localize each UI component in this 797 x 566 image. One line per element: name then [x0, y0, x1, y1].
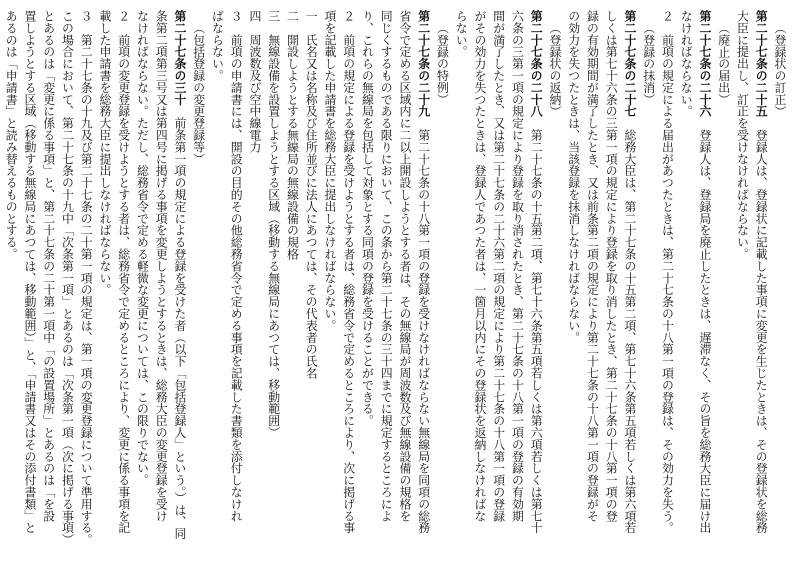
text-line [2, 10, 21, 558]
line-text: ２ 前項の変更登録を受けようとする者は、総務省令で定めるところにより、変更に係る事項を記 [116, 10, 131, 534]
text-line [508, 10, 527, 558]
line-text: （廃止の届出） [716, 21, 731, 106]
line-text: （登録の抹消） [641, 21, 656, 106]
line-text: 項を記載した申請書を総務大臣に提出しなければならない。 [323, 10, 337, 332]
line-text: 第二十七条の十五第二項、第七十六条第五項若しくは第六項若しくは第七十 [529, 117, 544, 534]
article-heading: 第二十七条の二十九 [416, 10, 431, 118]
text-line [208, 10, 227, 558]
text-line [58, 10, 77, 558]
line-text: 四 周波数及び空中線電力 [248, 10, 262, 153]
text-line [677, 10, 696, 558]
text-line [189, 10, 208, 558]
line-text: 省令で定める区域内に二以上開設しようとする者は、その無線局が周波数及び無線設備の規格を [398, 10, 412, 522]
line-text: ３ 前項の申請書には、開設の目的その他総務省令で定める事項を記載した書類を添付しなけれ [229, 10, 244, 522]
text-line [602, 10, 621, 558]
text-line [527, 10, 546, 558]
text-line [583, 10, 602, 558]
line-text: ２ 前項の規定による届出があつたときは、第二十七条の十八第一項の登録は、その効力を失う。 [660, 10, 675, 534]
line-text: （登録の特例） [435, 21, 450, 106]
text-line [433, 10, 452, 558]
line-text: がその効力を失つたときは、登録人であつた者は、一箇月以内にその登録状を返納しなければな [473, 10, 487, 522]
line-text: （登録状の返納） [548, 21, 562, 118]
text-line [77, 10, 96, 558]
text-line [152, 10, 171, 558]
line-text: 総務大臣は、第二十七条の十五第二項、第七十六条第五項若しくは第六項若 [623, 117, 637, 534]
line-text: しくは第七十六条の三第一項の規定により登録を取り消したとき、第二十七条の十八第一項の登 [604, 10, 619, 522]
text-line [545, 10, 564, 558]
line-text: 登録人は、登録状に記載した事項に変更を生じたときは、その登録状を総務 [754, 117, 769, 534]
line-text: とあるのは「変更に係る事項」と、第二十七条の二十第一項中「の設置場所」とあるのは「を設 [41, 10, 56, 522]
text-line [283, 10, 302, 558]
text-line [620, 10, 639, 558]
text-line [377, 10, 396, 558]
document-body [4, 10, 789, 558]
text-line [245, 10, 264, 558]
article-heading: 第二十七条の三十 [173, 10, 187, 106]
text-line [170, 10, 189, 558]
line-text: 登録人は、登録局を廃止したときは、遅滞なく、その旨を総務大臣に届け出 [698, 117, 712, 534]
text-line [0, 10, 2, 558]
text-line [339, 10, 358, 558]
text-line [452, 10, 471, 558]
line-text: （登録状の訂正） [773, 21, 787, 118]
text-line [658, 10, 677, 558]
text-line [564, 10, 583, 558]
article-heading: 第二十七条の二十六 [698, 10, 712, 118]
text-line [395, 10, 414, 558]
text-line [227, 10, 246, 558]
text-line [302, 10, 321, 558]
text-line [320, 10, 339, 558]
line-text: 一 氏名又は名称及び住所並びに法人にあつては、その代表者の氏名 [304, 10, 319, 379]
line-text: 大臣に提出し、訂正を受けなければならない。 [735, 10, 750, 260]
text-line [733, 10, 752, 558]
article-heading: 第二十七条の二十八 [529, 10, 544, 118]
line-text: 間が満了したとき、又は第二十七条の二十六第二項の規定により第二十七条の十八第一項の登録 [491, 10, 506, 522]
text-line [133, 10, 152, 558]
line-text: あるのは「申請書」と読み替えるものとする。 [4, 10, 19, 260]
text-line [752, 10, 771, 558]
line-text: 三 無線設備を設置しようとする区域（移動する無線局にあつては、移動範囲） [266, 10, 281, 439]
line-text: の効力を失つたときは、当該登録を抹消しなければならない。 [566, 10, 581, 344]
text-line [95, 10, 114, 558]
line-text: 第二十七条の十八第一項の登録を受けなければならない無線局を同項の総務 [416, 117, 431, 534]
line-text: 載した申請書を総務大臣に提出しなければならない。 [98, 10, 112, 296]
line-text: なければならない。 [679, 10, 694, 118]
text-line [39, 10, 58, 558]
line-text: 条第二項第三号又は第四号に掲げる事項を変更しようとするときは、総務大臣の変更登録を受け [154, 10, 169, 522]
line-text: らない。 [454, 10, 469, 58]
text-line [770, 10, 789, 558]
text-line [489, 10, 508, 558]
text-line [114, 10, 133, 558]
line-text: り、これらの無線局を包括して対象とする同項の登録を受けることができる。 [360, 10, 375, 427]
line-text: 二 開設しようとする無線局の無線設備の規格 [285, 10, 300, 260]
line-text: ばならない。 [210, 10, 225, 82]
text-line [714, 10, 733, 558]
text-line [695, 10, 714, 558]
line-text: 録の有効期間が満了したとき、又は前条第二項の規定により第二十七条の十八第一項の登録がそ [585, 10, 600, 522]
line-text: （包括登録の変更登録等） [191, 21, 206, 165]
line-text: 六条の三第一項の規定により登録を取り消されたとき、第二十七条の十八第一項の登録の有効期 [510, 10, 525, 522]
text-line [470, 10, 489, 558]
article-heading: 第二十七条の二十五 [754, 10, 769, 118]
line-text: この場合において、第二十七条の十九中「次条第一項」とあるのは「次条第一項（次に掲げる事項） [60, 10, 75, 546]
text-line [414, 10, 433, 558]
text-line [264, 10, 283, 558]
text-line [20, 10, 39, 558]
line-text: 置しようとする区域（移動する無線局にあつては、移動範囲）」と、「申請書又はその添付書類」と [23, 10, 37, 534]
line-text: なければならない。ただし、総務省令で定める軽微な変更については、この限りでない。 [135, 10, 150, 486]
article-heading: 第二十七条の二十七 [623, 10, 637, 118]
text-line [639, 10, 658, 558]
line-text: ２ 前項の規定による登録を受けようとする者は、総務省令で定めるところにより、次に掲げる事 [341, 10, 356, 534]
line-text: 同じくするものである限りにおいて、この条から第二十七条の三十四までに規定するところによ [379, 10, 394, 522]
line-text: 前条第一項の規定による登録を受けた者（以下「包括登録人」という。）は、同 [173, 105, 187, 540]
text-line [358, 10, 377, 558]
line-text: ３ 第二十七条の十九及び第二十七条の二十第一項の規定は、第一項の変更登録について準用する。 [79, 10, 94, 546]
